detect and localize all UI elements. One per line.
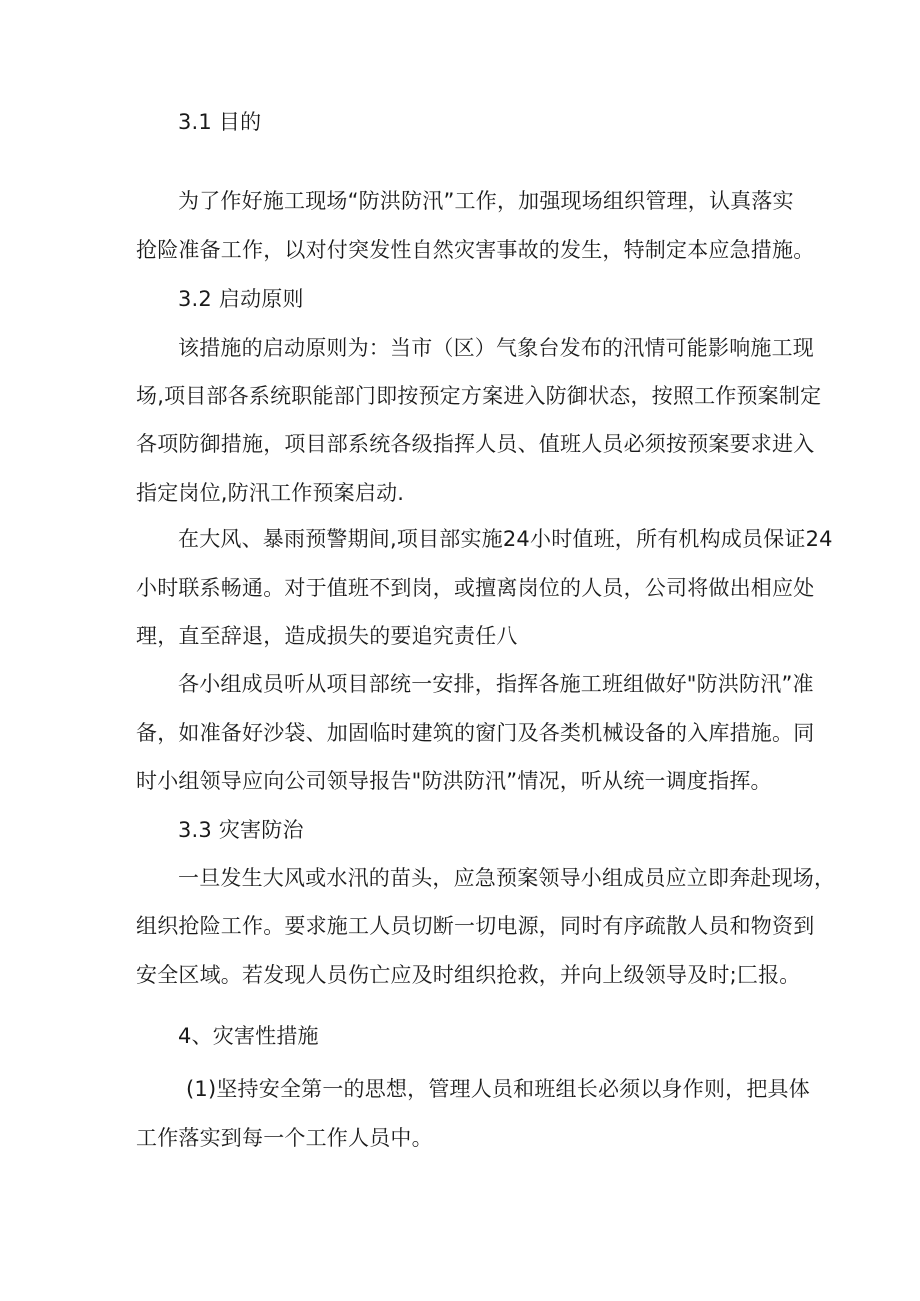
s32-p1-line-1: 该措施的启动原则为：当市（区）气象台发布的汛情可能影响施工现 [178, 336, 814, 360]
s32-p2-line-1: 在大风、暴雨预警期间,项目部实施24小时值班，所有机构成员保证24 [178, 527, 833, 551]
s33-line-1: 一旦发生大风或水汛的苗头，应急预案领导小组成员应立即奔赴现场， [178, 866, 836, 890]
section-3-3-heading: 3.3 灾害防治 [178, 818, 304, 842]
s32-p3-line-1: 各小组成员听从项目部统一安排，指挥各施工班组做好"防洪防汛”准 [178, 672, 814, 696]
s33-line-2: 组织抢险工作。要求施工人员切断一切电源，同时有序疏散人员和物资到 [136, 914, 815, 938]
s32-p1-line-3: 各项防御措施，项目部系统各级指挥人员、值班人员必须按预案要求进入 [136, 432, 815, 456]
section-3-1-heading: 3.1 目的 [178, 110, 262, 134]
s32-p3-line-2: 备，如准备好沙袋、加固临时建筑的窗门及各类机械设备的入库措施。同 [136, 721, 815, 745]
s32-p1-line-4: 指定岗位,防汛工作预案启动. [136, 481, 405, 505]
section-4-heading: 4、灾害性措施 [178, 1024, 319, 1048]
s4-item1-line-2: 工作落实到每一个工作人员中。 [136, 1126, 433, 1150]
s32-p1-line-2: 场,项目部各系统职能部门即按预定方案进入防御状态，按照工作预案制定 [136, 384, 822, 408]
s31-line-1: 为了作好施工现场“防洪防汛”工作，加强现场组织管理，认真落实 [178, 189, 794, 213]
s4-item1-line-1: (1)坚持安全第一的思想，管理人员和班组长必须以身作则，把具体 [186, 1077, 810, 1101]
s32-p3-line-3: 时小组领导应向公司领导报告"防洪防汛”情况，听从统一调度指挥。 [136, 769, 772, 793]
s32-p2-line-3: 理，直至辞退，造成损失的要追究责任八 [136, 624, 518, 648]
section-3-2-heading: 3.2 启动原则 [178, 287, 304, 311]
s31-line-2: 抢险准备工作，以对付突发性自然灾害事故的发生，特制定本应急措施。 [136, 238, 815, 262]
s33-line-3: 安全区域。若发现人员伤亡应及时组织抢救，并向上级领导及时;匚报。 [136, 963, 801, 987]
s32-p2-line-2: 小时联系畅通。对于值班不到岗，或擅离岗位的人员，公司将做出相应处 [136, 576, 815, 600]
